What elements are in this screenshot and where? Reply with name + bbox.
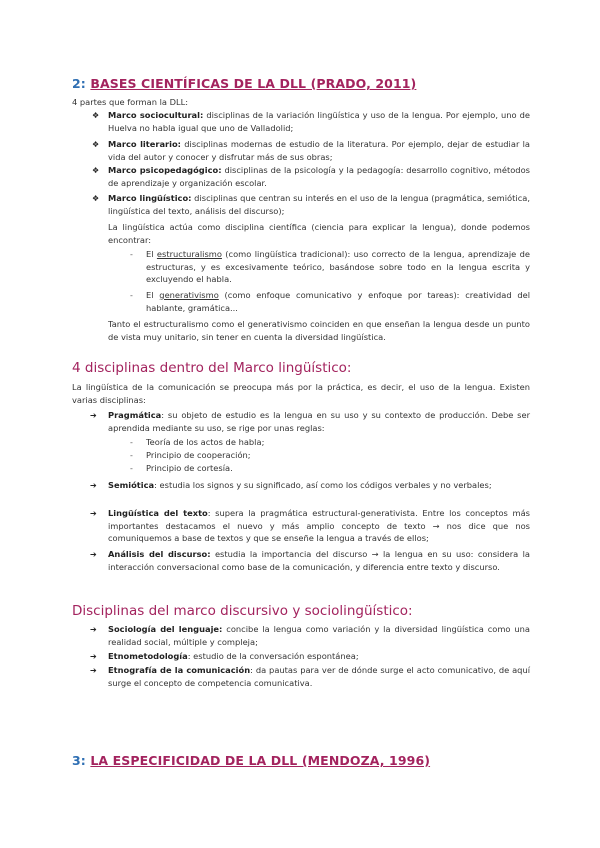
arrow-bullet-icon: ➔ xyxy=(90,481,97,490)
marco-intro: La lingüística de la comunicación se preocupa más por la práctica, es decir, el uso de la lengua. Existen varias disciplinas: xyxy=(72,382,530,405)
arrow-bullet-icon: ➔ xyxy=(90,411,97,420)
dash-bullet-icon: - xyxy=(130,250,133,259)
rule-item: Principio de cooperación; xyxy=(146,450,251,460)
dash-bullet-icon: - xyxy=(130,451,133,460)
section-2-heading xyxy=(72,76,416,91)
section-3-heading xyxy=(72,753,430,768)
section-2-title: BASES CIENTÍFICAS DE LA DLL (PRADO, 2011) xyxy=(90,76,417,91)
list-item: Marco literario: disciplinas modernas de estudio de la literatura. Por ejemplo, dejar de estudiar la vida del autor y conocer y disfrutar más de sus obras; xyxy=(108,139,531,162)
list-item: Sociología del lenguaje: concibe la lengua como variación y la diversidad lingüística como una realidad social, múltiple y compleja; xyxy=(108,624,530,647)
list-item: Etnometodología: estudio de la conversación espontánea; xyxy=(108,651,359,661)
sub-item-estructuralismo: El estructuralismo (como lingüística tradicional): uso correcto de la lengua, aprendizaje de estructuras, y es excesivamente teórico, basándose sobre todo en la lengua escrita y excluyendo el habla. xyxy=(146,249,530,285)
section-2-intro: 4 partes que forman la DLL: xyxy=(72,97,189,107)
linguistica-paragraph: La lingüística actúa como disciplina científica (ciencia para explicar la lengua), donde podemos encontrar: xyxy=(108,222,530,245)
marco-linguistico-heading: 4 disciplinas dentro del Marco lingüístico: xyxy=(72,360,352,376)
dash-bullet-icon: - xyxy=(130,438,133,447)
list-item: Pragmática: su objeto de estudio es la lengua en su uso y su contexto de producción. Debe ser aprendida mediante su uso, se rige por unas reglas: xyxy=(108,410,530,433)
diamond-bullet-icon: ❖ xyxy=(92,140,100,149)
rule-item: Principio de cortesía. xyxy=(146,463,233,473)
list-item: Etnografía de la comunicación: da pautas para ver de dónde surge el acto comunicativo, de aquí surge el concepto de competencia comunicativa. xyxy=(108,665,531,688)
dash-bullet-icon: - xyxy=(130,464,133,473)
diamond-bullet-icon: ❖ xyxy=(92,194,100,203)
list-item: Análisis del discurso: estudia la importancia del discurso → la lengua en su uso: considera la interacción conversacional como base de la comunicación, y diferencia entre texto y discurso. xyxy=(108,549,530,572)
arrow-bullet-icon: ➔ xyxy=(90,625,97,634)
section-3-number: 3: xyxy=(72,753,86,768)
sub-item-generativismo: El generativismo (como enfoque comunicativo y enfoque por tareas): creatividad del hablante, gramática... xyxy=(146,290,530,313)
list-item: Semiótica: estudia los signos y su significado, así como los códigos verbales y no verbales; xyxy=(108,480,492,490)
arrow-bullet-icon: ➔ xyxy=(90,550,97,559)
list-item: Marco lingüístico: disciplinas que centran su interés en el uso de la lengua (pragmática, semiótica, lingüística del texto, análisis del discurso); xyxy=(108,193,530,216)
diamond-bullet-icon: ❖ xyxy=(92,111,100,120)
rule-item: Teoría de los actos de habla; xyxy=(146,437,265,447)
arrow-bullet-icon: ➔ xyxy=(90,666,97,675)
arrow-bullet-icon: ➔ xyxy=(90,652,97,661)
dash-bullet-icon: - xyxy=(130,291,133,300)
discursivo-heading: Disciplinas del marco discursivo y sociolingüístico: xyxy=(72,603,413,619)
diamond-bullet-icon: ❖ xyxy=(92,166,100,175)
section-2-number: 2: xyxy=(72,76,86,91)
list-item: Marco psicopedagógico: disciplinas de la psicología y la pedagogía: desarrollo cognitivo, métodos de aprendizaje y organización escolar. xyxy=(108,165,530,188)
arrow-bullet-icon: ➔ xyxy=(90,509,97,518)
closing-paragraph: Tanto el estructuralismo como el generativismo coinciden en que enseñan la lengua desde un punto de vista muy unitario, sin tener en cuenta la diversidad lingüística. xyxy=(108,319,530,342)
list-item: Marco sociocultural: disciplinas de la variación lingüística y uso de la lengua. Por ejemplo, uno de Huelva no habla igual que uno de Valladolid; xyxy=(108,110,530,133)
list-item: Lingüística del texto: supera la pragmática estructural-generativista. Entre los conceptos más importantes destacamos el nuevo y más amplio concepto de texto → nos dice que nos comuniquemos a base de textos y que se enseñe la lengua a través de ellos; xyxy=(108,508,530,544)
section-3-title: LA ESPECIFICIDAD DE LA DLL (MENDOZA, 1996) xyxy=(90,753,431,768)
